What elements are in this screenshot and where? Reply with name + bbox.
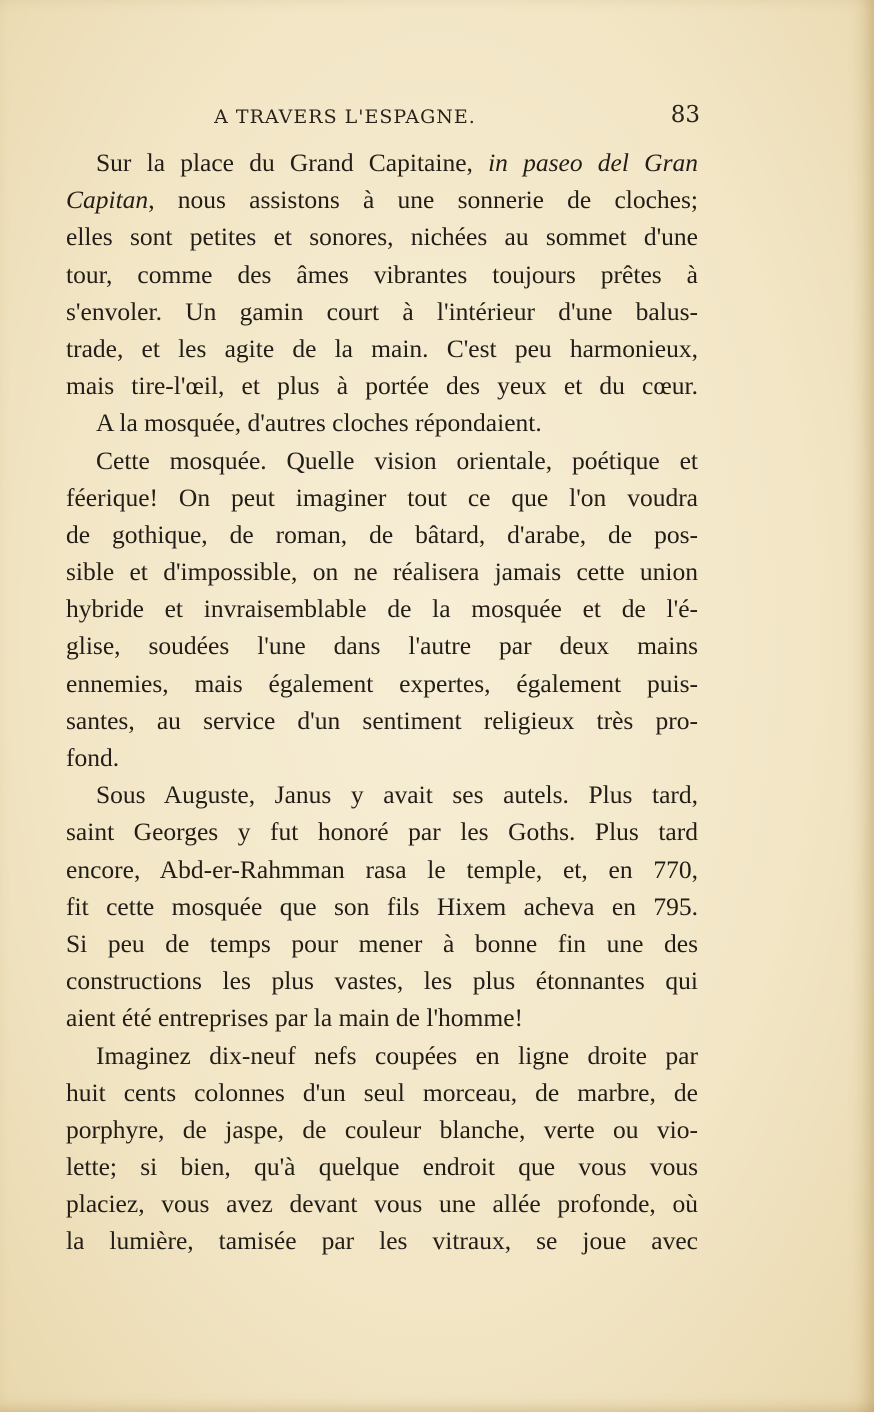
text-line: de gothique, de roman, de bâtard, d'arabe, de pos-	[66, 519, 698, 549]
text-line: Imaginez dix-neuf nefs coupées en ligne droite par	[96, 1040, 698, 1070]
text-line: mais tire-l'œil, et plus à portée des yeux et du cœur.	[66, 371, 698, 401]
page-number: 83	[670, 102, 700, 128]
text-line: féerique! On peut imaginer tout ce que l'on voudra	[66, 482, 698, 512]
text-line: sible et d'impossible, on ne réalisera jamais cette union	[66, 557, 698, 587]
text-line: encore, Abd-er-Rahmman rasa le temple, et, en 770,	[66, 854, 698, 884]
text-line: la lumière, tamisée par les vitraux, se joue avec	[66, 1226, 698, 1256]
text-line: glise, soudées l'une dans l'autre par deux mains	[66, 631, 698, 661]
text-line: Capitan, nous assistons à une sonnerie de cloches;	[66, 185, 698, 215]
text-line: elles sont petites et sonores, nichées au sommet d'une	[66, 222, 698, 252]
text-line: constructions les plus vastes, les plus étonnantes qui	[66, 966, 698, 996]
running-title: A TRAVERS L'ESPAGNE.	[214, 106, 476, 128]
text-line: ennemies, mais également expertes, également puis-	[66, 668, 698, 698]
text-line: Sur la place du Grand Capitaine, in paseo del Gran	[96, 148, 698, 177]
text-line: santes, au service d'un sentiment religieux très pro-	[66, 705, 698, 735]
running-head	[60, 98, 700, 134]
text-line: aient été entreprises par la main de l'homme!	[66, 1003, 524, 1033]
body-text	[66, 144, 698, 1260]
text-line: Sous Auguste, Janus y avait ses autels. Plus tard,	[96, 780, 698, 810]
text-line: A la mosquée, d'autres cloches répondaient.	[96, 408, 542, 438]
text-line: hybride et invraisemblable de la mosquée et de l'é-	[66, 594, 698, 624]
text-line: huit cents colonnes d'un seul morceau, de marbre, de	[66, 1077, 698, 1107]
text-line: s'envoler. Un gamin court à l'intérieur d'une balus-	[66, 296, 698, 326]
text-line: Si peu de temps pour mener à bonne fin une des	[66, 928, 698, 958]
text-line: tour, comme des âmes vibrantes toujours prêtes à	[66, 259, 698, 289]
text-line: placiez, vous avez devant vous une allée profonde, où	[66, 1189, 698, 1219]
text-line: fond.	[66, 743, 120, 772]
text-line: lette; si bien, qu'à quelque endroit que vous vous	[66, 1152, 698, 1182]
text-line: porphyre, de jaspe, de couleur blanche, verte ou vio-	[66, 1114, 698, 1144]
text-line: trade, et les agite de la main. C'est peu harmonieux,	[66, 333, 698, 363]
text-line: saint Georges y fut honoré par les Goths. Plus tard	[66, 817, 698, 847]
text-line: Cette mosquée. Quelle vision orientale, poétique et	[96, 445, 698, 475]
text-line: fit cette mosquée que son fils Hixem acheva en 795.	[66, 891, 698, 921]
